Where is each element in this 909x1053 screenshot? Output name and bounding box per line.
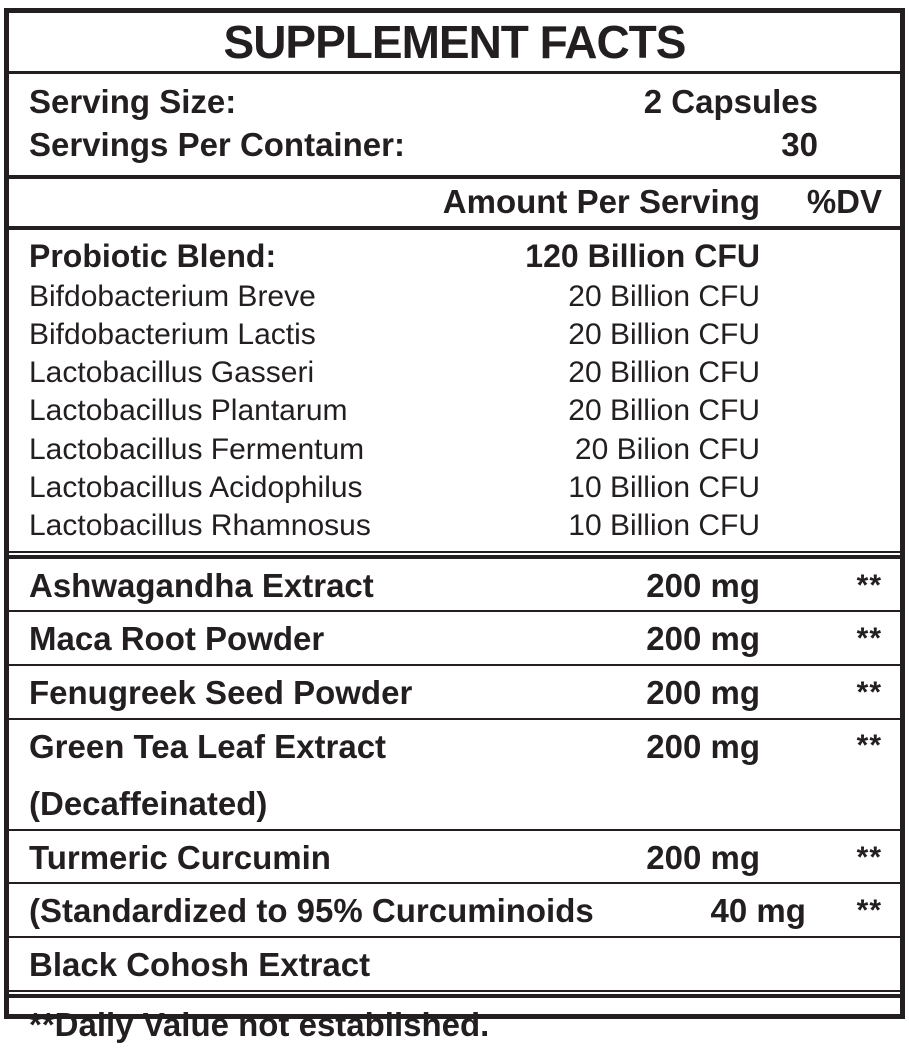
ingredient-amount: 40 mg (710, 892, 806, 930)
probiotic-section (9, 230, 900, 551)
probiotic-blend-row (9, 234, 900, 278)
strain-amount: 10 Billion CFU (568, 508, 760, 542)
strain-amount: 20 Billion CFU (568, 394, 760, 428)
section-divider (9, 990, 900, 998)
strain-name: Lactobacillus Fermentum (29, 432, 365, 466)
ingredient-row (9, 831, 900, 885)
ingredient-name: (Standardized to 95% Curcuminoids (29, 892, 594, 930)
strain-name: Bifdobacterium Breve (29, 280, 316, 314)
ingredient-dv: ** (856, 894, 882, 928)
strain-row (9, 392, 900, 430)
strain-amount: 20 Billion CFU (568, 356, 760, 390)
strain-amount: 20 Billion CFU (568, 280, 760, 314)
ingredient-amount: 200 mg (646, 838, 760, 876)
serving-size-label: Serving Size: (29, 82, 237, 120)
strain-name: Lactobacillus Plantarum (29, 394, 348, 428)
amount-per-serving-header: Amount Per Serving (442, 182, 760, 220)
serving-section (9, 74, 900, 179)
ingredient-row (9, 884, 900, 938)
ingredient-amount: 200 mg (646, 727, 760, 765)
ingredient-name: Fenugreek Seed Powder (29, 673, 413, 711)
strain-name: Lactobacillus Rhamnosus (29, 508, 371, 542)
ingredient-name: Ashwagandha Extract (29, 566, 374, 604)
strain-amount: 20 Bilion CFU (574, 432, 760, 466)
ingredient-name: Green Tea Leaf Extract (29, 727, 387, 765)
strain-name: Bifdobacterium Lactis (29, 318, 316, 352)
strain-name: Lactobacillus Acidophilus (29, 470, 363, 504)
strain-row (9, 469, 900, 507)
ingredient-row (9, 559, 900, 613)
ingredient-dv: ** (856, 675, 882, 709)
supplement-facts-panel (4, 8, 905, 1043)
ingredient-main-line (9, 727, 900, 767)
ingredient-row (9, 666, 900, 720)
probiotic-blend-name: Probiotic Blend: (29, 237, 277, 274)
panel-title: SUPPLEMENT FACTS (9, 13, 900, 74)
servings-per-container-row (29, 123, 818, 167)
ingredient-name: Turmeric Curcumin (29, 838, 331, 876)
strain-row (9, 431, 900, 469)
strain-row (9, 278, 900, 316)
serving-size-value: 2 Capsules (643, 82, 818, 120)
section-divider (9, 551, 900, 559)
ingredient-row (9, 720, 900, 831)
ingredient-amount: 200 mg (646, 673, 760, 711)
servings-per-container-label: Servings Per Container: (29, 126, 405, 164)
strain-row (9, 316, 900, 354)
strain-amount: 10 Billion CFU (568, 470, 760, 504)
serving-size-row (29, 80, 818, 124)
strain-name: Lactobacillus Gasseri (29, 356, 315, 390)
ingredient-amount: 200 mg (646, 566, 760, 604)
ingredient-dv: ** (856, 622, 882, 656)
ingredient-row (9, 938, 900, 990)
probiotic-blend-amount: 120 Billion CFU (525, 237, 760, 274)
column-header-row (9, 179, 900, 230)
ingredient-name: Black Cohosh Extract (29, 945, 371, 983)
ingredient-row (9, 612, 900, 666)
ingredient-dv: ** (856, 840, 882, 874)
ingredient-dv: ** (856, 729, 882, 763)
ingredient-name: Maca Root Powder (29, 620, 325, 658)
percent-dv-header: %DV (806, 182, 882, 220)
servings-per-container-value: 30 (781, 126, 818, 164)
ingredient-subname: (Decaffeinated) (29, 785, 268, 823)
strain-row (9, 354, 900, 392)
daily-value-footnote: **Daily Value not established. (29, 1005, 490, 1043)
ingredient-dv: ** (856, 568, 882, 602)
strain-row (9, 507, 900, 545)
strain-amount: 20 Billion CFU (568, 318, 760, 352)
ingredient-amount: 200 mg (646, 620, 760, 658)
